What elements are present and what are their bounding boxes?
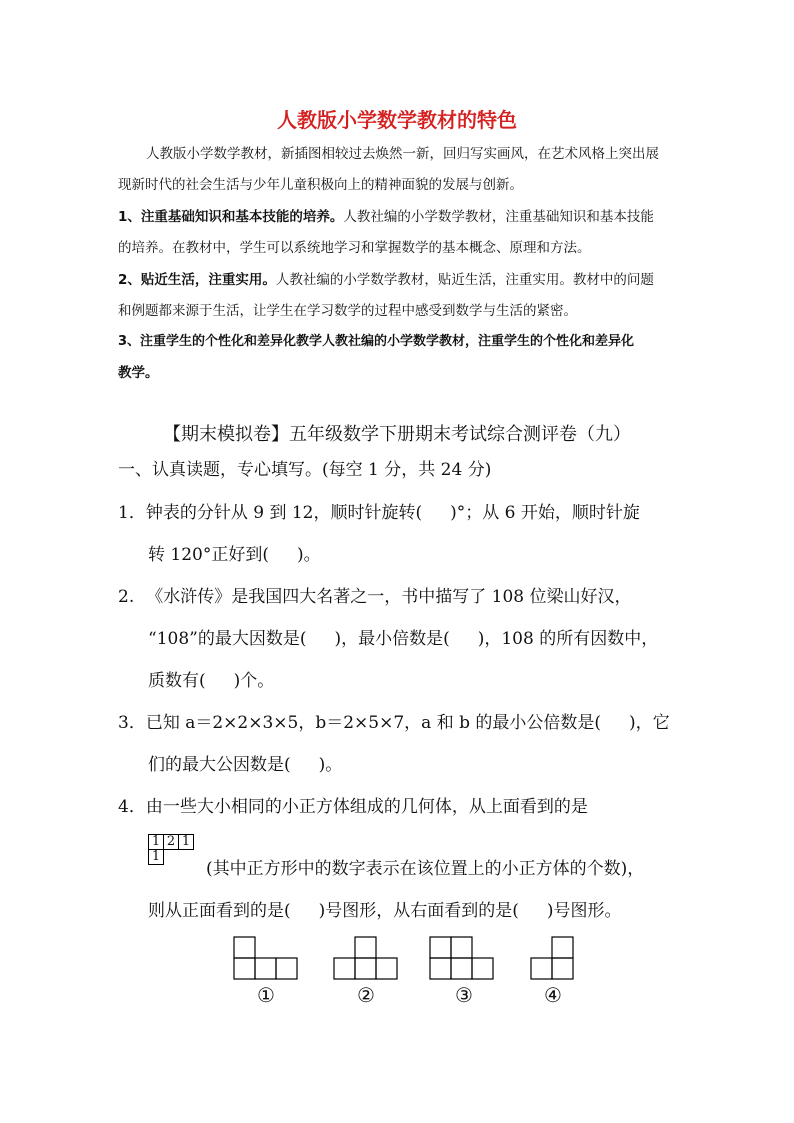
question-text: “108”的最大因数是( <box>148 629 307 649</box>
feature-item-3: 3、注重学生的个性化和差异化教学人教社编的小学数学教材，注重学生的个性化和差异化 <box>118 334 635 349</box>
option-label-4: ④ <box>544 983 562 1007</box>
question-number: 3． <box>118 713 146 733</box>
question-text: 钟表的分针从 9 到 12，顺时针旋转( <box>145 503 423 523</box>
question-number: 4． <box>118 797 146 817</box>
question-text: 们的最大公因数是( <box>148 755 291 775</box>
feature-item-2 <box>118 265 680 295</box>
question-text: )，最小倍数是( <box>334 629 450 649</box>
question-text: 由一些大小相同的小正方体组成的几何体，从上面看到的是 <box>145 797 588 817</box>
question-4-note: (其中正方形中的数字表示在该位置上的小正方体的个数)， <box>206 859 645 879</box>
question-2 <box>118 576 632 618</box>
option-figures <box>230 934 580 982</box>
question-number: 2. <box>118 587 135 607</box>
question-4-cont <box>148 890 622 932</box>
feature-item-1-text: 人教社编的小学数学教材，注重基础知识和基本技能 <box>343 209 654 225</box>
question-number: 1． <box>118 503 146 523</box>
feature-item-3-cont: 教学。 <box>118 365 159 381</box>
question-text: 则从正面看到的是( <box>148 901 291 921</box>
grid-cell: 1 <box>149 835 164 850</box>
exam-title: 【期末模拟卷】五年级数学下册期末考试综合测评卷（九） <box>163 424 631 445</box>
question-text: )号图形，从右面看到的是( <box>318 901 519 921</box>
question-1 <box>118 492 640 534</box>
option-label-2: ② <box>357 983 375 1007</box>
question-3-cont <box>148 744 342 786</box>
feature-item-1-heading: 1、注重基础知识和基本技能的培养。 <box>118 209 344 225</box>
question-text: 《水浒传》是我国四大名著之一，书中描写了 108 位梁山好汉， <box>146 587 632 607</box>
question-2-cont <box>148 618 658 660</box>
question-text: )号图形。 <box>546 901 622 921</box>
question-4 <box>118 786 588 828</box>
question-text: )。 <box>296 545 321 565</box>
figure-2 <box>334 937 397 979</box>
figure-3 <box>430 937 493 979</box>
question-text: 已知 a＝2×2×3×5，b＝2×5×7，a 和 b 的最小公倍数是( <box>145 713 602 733</box>
question-text: )，它 <box>629 713 670 733</box>
intro-title: 人教版小学数学教材的特色 <box>277 108 517 132</box>
feature-item-1 <box>118 202 680 232</box>
question-text: 转 120°正好到( <box>148 545 269 565</box>
option-label-3: ③ <box>455 983 473 1007</box>
question-text: )。 <box>318 755 343 775</box>
grid-cell: 1 <box>149 850 164 865</box>
grid-cell: 1 <box>179 835 194 850</box>
figure-1 <box>234 937 297 979</box>
figure-4 <box>531 937 573 979</box>
question-text: )°；从 6 开始，顺时针旋 <box>450 503 640 523</box>
intro-paragraph-cont: 现新时代的社会生活与少年儿童积极向上的精神面貌的发展与创新。 <box>118 177 523 193</box>
question-text: )个。 <box>233 671 275 691</box>
question-3 <box>118 702 670 744</box>
option-label-1: ① <box>257 983 275 1007</box>
intro-paragraph: 人教版小学数学教材，新插图相较过去焕然一新，回归写实画风，在艺术风格上突出展 <box>146 146 659 162</box>
grid-cell: 2 <box>164 835 179 850</box>
feature-item-2-cont: 和例题都来源于生活，让学生在学习数学的过程中感受到数学与生活的紧密。 <box>118 303 577 319</box>
section-heading: 一、认真读题，专心填写。(每空 1 分，共 24 分) <box>118 460 492 480</box>
question-text: )，108 的所有因数中， <box>477 629 659 649</box>
top-view-grid <box>148 834 194 865</box>
question-text: 质数有( <box>148 671 206 691</box>
question-2-cont <box>148 660 274 702</box>
feature-item-2-text: 人教社编的小学数学教材，贴近生活，注重实用。教材中的问题 <box>275 272 654 288</box>
feature-item-2-heading: 2、贴近生活，注重实用。 <box>118 272 276 288</box>
question-1-cont <box>148 534 321 576</box>
feature-item-1-cont: 的培养。在教材中，学生可以系统地学习和掌握数学的基本概念、原理和方法。 <box>118 240 591 256</box>
